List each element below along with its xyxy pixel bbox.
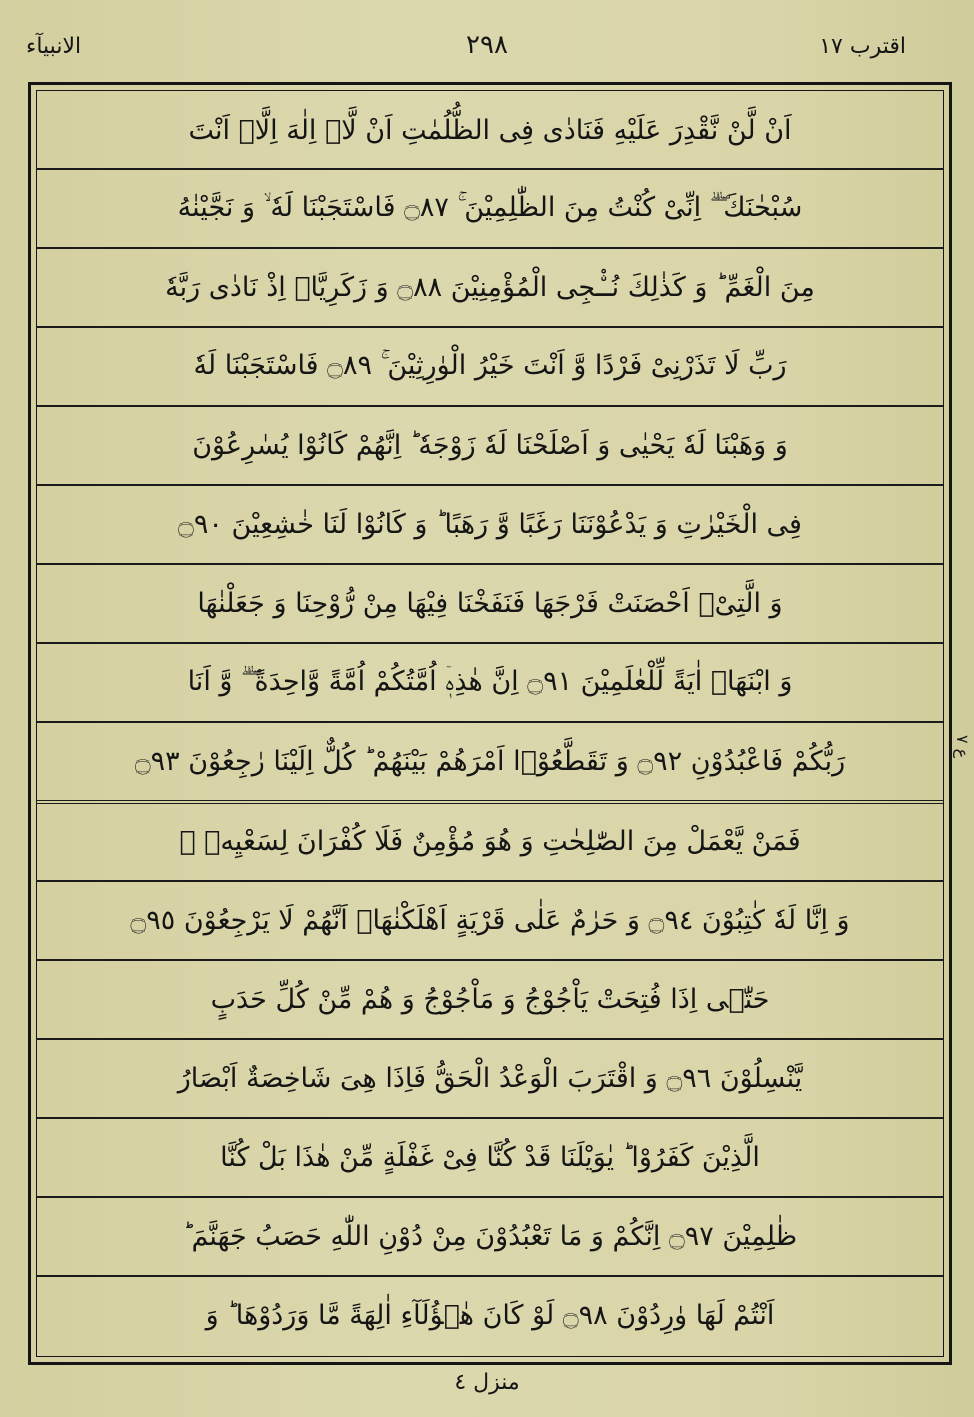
text-line-11: وَ اِنَّا لَهٗ كٰتِبُوْنَ ۝٩٤ وَ حَرٰمٌ عَلٰی قَرْیَةٍ اَهْلَكْنٰهَاۤ اَنَّهُمْ لَا یَرْجِعُوْنَ ۝٩٥ [130,904,850,936]
text-line-14: الَّذِیْنَ كَفَرُوْا ؕ یٰوَیْلَنَا قَدْ كُنَّا فِیْ غَفْلَةٍ مِّنْ هٰذَا بَلْ كُنَّا [220,1141,760,1173]
line-rule [36,1275,944,1277]
text-line-8: وَ ابْنَهَاۤ اٰیَةً لِّلْعٰلَمِیْنَ ۝٩١ اِنَّ هٰذِهٖۤ اُمَّتُكُمْ اُمَّةً وَّاحِدَةً ۖ ۗ وَّ اَنَا [187,666,793,697]
text-block [36,90,944,1357]
text-line-12: حَتّٰۤی اِذَا فُتِحَتْ یَاْجُوْجُ وَ مَاْجُوْجُ وَ هُمْ مِّنْ كُلِّ حَدَبٍ [210,983,770,1015]
text-line-1: اَنْ لَّنْ نَّقْدِرَ عَلَیْهِ فَنَادٰی فِی الظُّلُمٰتِ اَنْ لَّاۤ اِلٰهَ اِلَّاۤ اَنْتَ [188,114,792,146]
text-line-10: فَمَنْ یَّعْمَلْ مِنَ الصّٰلِحٰتِ وَ هُوَ مُؤْمِنٌ فَلَا كُفْرَانَ لِسَعْیِهٖ ۚ [179,825,801,857]
text-line-15: ظٰلِمِیْنَ ۝٩٧ اِنَّكُمْ وَ مَا تَعْبُدُوْنَ مِنْ دُوْنِ اللّٰهِ حَصَبُ جَهَنَّمَ ؕ [182,1220,798,1252]
text-line-5: وَ وَهَبْنَا لَهٗ یَحْیٰی وَ اَصْلَحْنَا لَهٗ زَوْجَهٗ ؕ اِنَّهُمْ كَانُوْا یُسٰرِعُوْنَ [192,429,788,461]
line-rule [36,247,944,249]
ruku-marker: ع ٧ [953,735,972,759]
line-rule [36,563,944,565]
manzil-footer: منزل ٤ [454,1370,520,1395]
juz-header: اقترب ١٧ [819,34,906,59]
line-rule [36,642,944,644]
text-line-2: سُبْحٰنَكَ ۖ ۗ اِنِّیْ كُنْتُ مِنَ الظّٰلِمِیْنَ ۚ ۝٨٧ فَاسْتَجَبْنَا لَهٗ ۙ وَ نَجَّیْنٰهُ [177,192,803,223]
text-line-16: اَنْتُمْ لَهَا وٰرِدُوْنَ ۝٩٨ لَوْ كَانَ هٰۤؤُلَآءِ اٰلِهَةً مَّا وَرَدُوْهَا ؕ وَ [205,1299,775,1331]
text-line-3: مِنَ الْغَمِّ ؕ وَ كَذٰلِكَ نُـْۨجِی الْمُؤْمِنِیْنَ ۝٨٨ وَ زَكَرِیَّاۤ اِذْ نَادٰی رَبَّهٗ [165,271,815,303]
text-line-7: وَ الَّتِیْۤ اَحْصَنَتْ فَرْجَهَا فَنَفَخْنَا فِیْهَا مِنْ رُّوْحِنَا وَ جَعَلْنٰهَا [197,587,783,619]
text-line-4: رَبِّ لَا تَذَرْنِیْ فَرْدًا وَّ اَنْتَ خَیْرُ الْوٰرِثِیْنَ ۚ ۝٨٩ فَاسْتَجَبْنَا لَهٗ [193,350,787,381]
line-rule [36,1196,944,1198]
line-rule [36,721,944,723]
text-line-13: یَّنْسِلُوْنَ ۝٩٦ وَ اقْتَرَبَ الْوَعْدُ الْحَقُّ فَاِذَا هِیَ شَاخِصَةٌ اَبْصَارُ [177,1062,803,1094]
line-rule [36,168,944,170]
text-line-9: رَبُّكُمْ فَاعْبُدُوْنِ ۝٩٢ وَ تَقَطَّعُوْۤا اَمْرَهُمْ بَیْنَهُمْ ؕ كُلٌّ اِلَیْنَا رٰجِعُوْنَ ۝٩٣ [134,745,846,777]
page-number: ٢٩٨ [466,30,508,60]
line-rule [36,326,944,328]
surah-header: الانبیآء [26,34,82,59]
line-rule [36,1038,944,1040]
line-rule [36,880,944,882]
line-rule [36,405,944,407]
line-rule [36,1117,944,1119]
line-rule [36,484,944,486]
line-rule [36,959,944,961]
text-line-6: فِی الْخَیْرٰتِ وَ یَدْعُوْنَنَا رَغَبًا وَّ رَهَبًا ؕ وَ كَانُوْا لَنَا خٰشِعِیْنَ ۝٩٠ [178,508,802,540]
ruku-divider [36,800,944,804]
